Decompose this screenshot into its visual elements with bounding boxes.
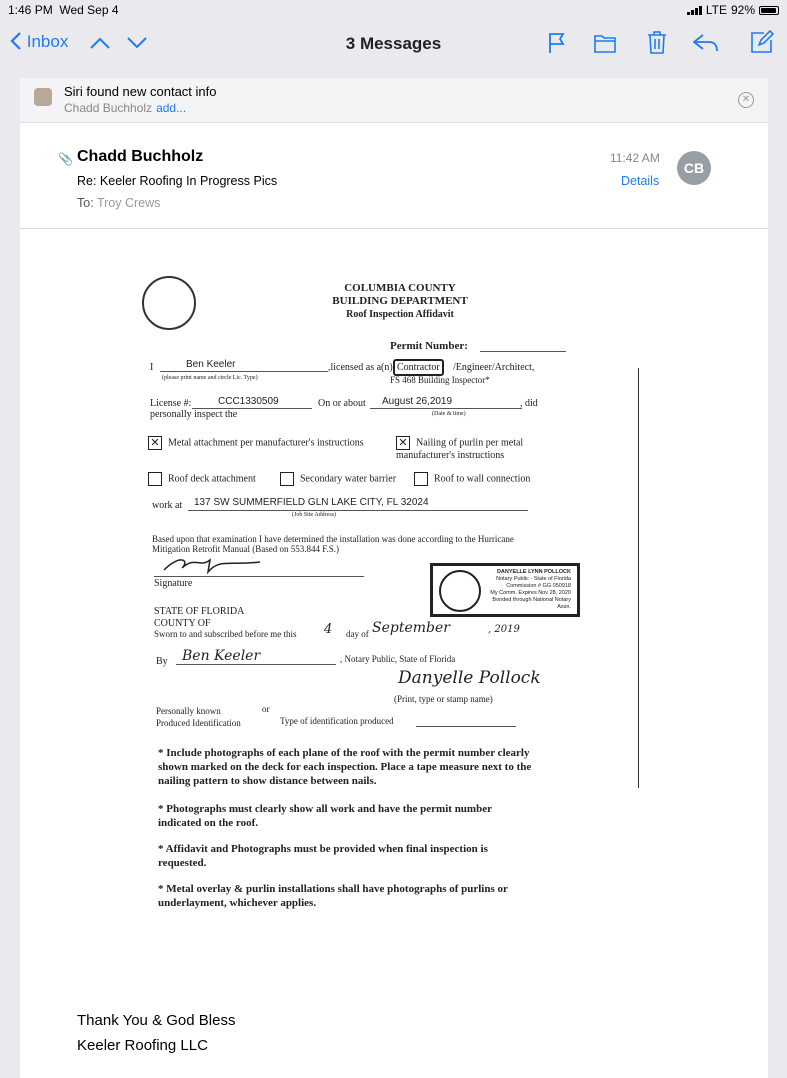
doc-engineer: /Engineer/Architect, (453, 362, 535, 373)
contact-icon (34, 88, 52, 106)
unchecked-box-icon (280, 472, 294, 486)
print-type-label: (Print, type or stamp name) (394, 694, 493, 704)
attachment-image[interactable]: COLUMBIA COUNTY BUILDING DEPARTMENT Roof Inspection Affidavit Permit Number: I Ben Keeler ,licensed as a(n) Contractor /Engineer/Architect, FS 468 Building Inspector* (please print name and circle Lic. Type) License #: CCC1330509 On or about August 26,2019 , did personally inspect the (Date & time) ✕ Metal attachment per manufacturer's instructions ✕ Nailing of purlin per metal manufacturer's instructions Roof deck attachment Secondary water barrier Roof to wall connection work at 137 SW SUMMERFIELD GLN LAKE CITY, FL 32024 (Job Site Address) Based upon that examination I have determined the installation was done according to the Hurricane Mitigation Retrofit Manual (Based on 553.844 F.S.) Signature DANYELLE LYNN POLLOCK Notary Public - State of Florida Commission # GG 050918 My Comm. Expires Nov 28, 2020 Bonded through National Notary Assn. STATE OF FLORIDA COUNTY OF Sworn to and subscribed before me this 4 day of September , 2019 By Ben Keeler , Notary Public, State of Florida Danyelle Pollock (Print, type or stamp name) Personally known or Produced Identification Type of identification produced * Include photographs of each plane of the roof with the permit number clearly shown marked on the deck for each inspection. Place a tape measure next to the nailing pattern to show distance between nails. * Photographs must clearly show all work and have the permit number indicated on the roof. * Affidavit and Photographs must be provided when final inspection is requested. * Metal overlay & purlin installations shall have photographs of purlins or underlayment, whichever applies. (140, 258, 660, 978)
notary-seal-icon (439, 570, 481, 612)
produced-label: Produced Identification (156, 718, 241, 728)
or-label: or (262, 704, 270, 714)
did-label: , did (520, 398, 538, 409)
flag-button[interactable] (548, 32, 566, 59)
message-header (20, 138, 768, 229)
message-subject: Re: Keeler Roofing In Progress Pics (77, 174, 278, 188)
signature-line-1: Thank You & God Bless (77, 1012, 236, 1029)
job-site-address: 137 SW SUMMERFIELD GLN LAKE CITY, FL 32024 (194, 497, 429, 508)
doc-contractor: Contractor (393, 359, 444, 376)
battery-icon (759, 6, 779, 15)
folder-button[interactable] (594, 33, 616, 58)
checked-box-icon: ✕ (396, 436, 410, 450)
by-label: By (156, 656, 168, 667)
siri-add-link[interactable]: add... (156, 101, 187, 115)
doc-licensed: ,licensed as a(n) (328, 362, 393, 373)
sworn-month: September (372, 620, 450, 636)
day-of-label: day of (346, 629, 369, 639)
signature-label: Signature (154, 578, 193, 589)
doc-header-3: Roof Inspection Affidavit (346, 309, 454, 320)
compose-button[interactable] (750, 30, 774, 59)
by-name: Ben Keeler (182, 648, 261, 664)
option-metal-attachment: ✕ Metal attachment per manufacturer's instructions (148, 436, 364, 450)
scan-edge-line (638, 368, 639, 788)
county-label: COUNTY OF (154, 618, 211, 629)
to-label: To: (77, 196, 94, 210)
network-label: LTE (705, 3, 727, 17)
toolbar-title: 3 Messages (345, 34, 442, 53)
option-water-barrier: Secondary water barrier (280, 472, 396, 486)
date-hint: (Date & time) (432, 411, 466, 417)
back-label: Inbox (26, 32, 69, 51)
folder-icon (594, 33, 616, 53)
license-number: CCC1330509 (218, 396, 279, 407)
unchecked-box-icon (148, 472, 162, 486)
message-signature (77, 1008, 235, 1058)
toolbar (0, 22, 787, 66)
note-4: * Metal overlay & purlin installations shall have photographs of purlins or underlayment, whichever applies. (158, 883, 508, 909)
sender-name[interactable]: Chadd Buchholz (77, 148, 204, 165)
siri-contact-name: Chadd Buchholz (64, 101, 153, 115)
message-card (20, 78, 768, 1078)
doc-header-1: COLUMBIA COUNTY (344, 282, 456, 294)
state-label: STATE OF FLORIDA (154, 606, 245, 617)
status-bar (0, 0, 787, 22)
doc-based-text: Based upon that examination I have determined the installation was done according to the Hurricane Mitigation Retrofit Manual (Based on 553.844 F.S.) (152, 534, 514, 554)
option-roof-deck: Roof deck attachment (148, 472, 256, 486)
compose-icon (750, 30, 774, 54)
on-about-label: On or about (318, 398, 366, 409)
personally-label: personally inspect the (150, 409, 238, 420)
sworn-day: 4 (324, 622, 333, 637)
inspection-date: August 26,2019 (382, 396, 453, 407)
signal-icon (687, 5, 702, 15)
notary-signature: Danyelle Pollock (398, 668, 541, 688)
battery-percent: 92% (730, 3, 755, 17)
note-1: * Include photographs of each plane of the roof with the permit number clearly shown marked on the deck for each inspection. Place a tape measure next to the nailing pattern to show distance between nails. (158, 747, 532, 787)
license-label: License #: (150, 398, 192, 409)
signature-line-2: Keeler Roofing LLC (77, 1037, 208, 1054)
sworn-label: Sworn to and subscribed before me this (154, 629, 297, 639)
type-id-label: Type of identification produced (280, 716, 394, 726)
attachment-icon: 📎 (58, 152, 73, 166)
doc-header-2: BUILDING DEPARTMENT (332, 295, 468, 307)
status-time: 1:46 PM (8, 3, 53, 17)
unchecked-box-icon (414, 472, 428, 486)
note-2: * Photographs must clearly show all work and have the permit number indicated on the roof. (158, 803, 492, 829)
reply-button[interactable] (693, 34, 719, 57)
checked-box-icon: ✕ (148, 436, 162, 450)
doc-print-hint: (please print name and circle Lic. Type) (162, 375, 258, 381)
avatar[interactable]: CB (677, 151, 711, 185)
trash-icon (647, 30, 667, 54)
trash-button[interactable] (647, 30, 667, 59)
option-nailing-purlin: ✕ Nailing of purlin per metal manufacturer's instructions (396, 437, 524, 461)
known-label: Personally known (156, 706, 221, 716)
note-3: * Affidavit and Photographs must be provided when final inspection is requested. (158, 843, 488, 869)
message-time: 11:42 AM (610, 151, 660, 165)
permit-label: Permit Number: (390, 340, 468, 352)
signature-image (160, 550, 270, 576)
sworn-year: , 2019 (488, 624, 520, 635)
notary-label: , Notary Public, State of Florida (340, 654, 456, 664)
siri-title: Siri found new contact info (64, 84, 217, 99)
doc-fs: FS 468 Building Inspector* (390, 375, 490, 385)
address-hint: (Job Site Address) (292, 512, 336, 518)
notary-stamp: DANYELLE LYNN POLLOCK Notary Public - State of Florida Commission # GG 050918 My Comm. Expires Nov 28, 2020 Bonded through National Notary Assn. (430, 563, 580, 617)
details-link[interactable]: Details (621, 174, 660, 188)
close-icon[interactable]: ✕ (738, 92, 754, 108)
siri-suggestion-banner (20, 78, 768, 123)
work-at-label: work at (152, 500, 183, 511)
flag-icon (548, 32, 566, 54)
recipient-name[interactable]: Troy Crews (96, 196, 161, 210)
status-date: Wed Sep 4 (59, 3, 119, 17)
reply-icon (693, 34, 719, 52)
doc-name: Ben Keeler (186, 359, 236, 370)
option-roof-wall: Roof to wall connection (414, 472, 530, 486)
